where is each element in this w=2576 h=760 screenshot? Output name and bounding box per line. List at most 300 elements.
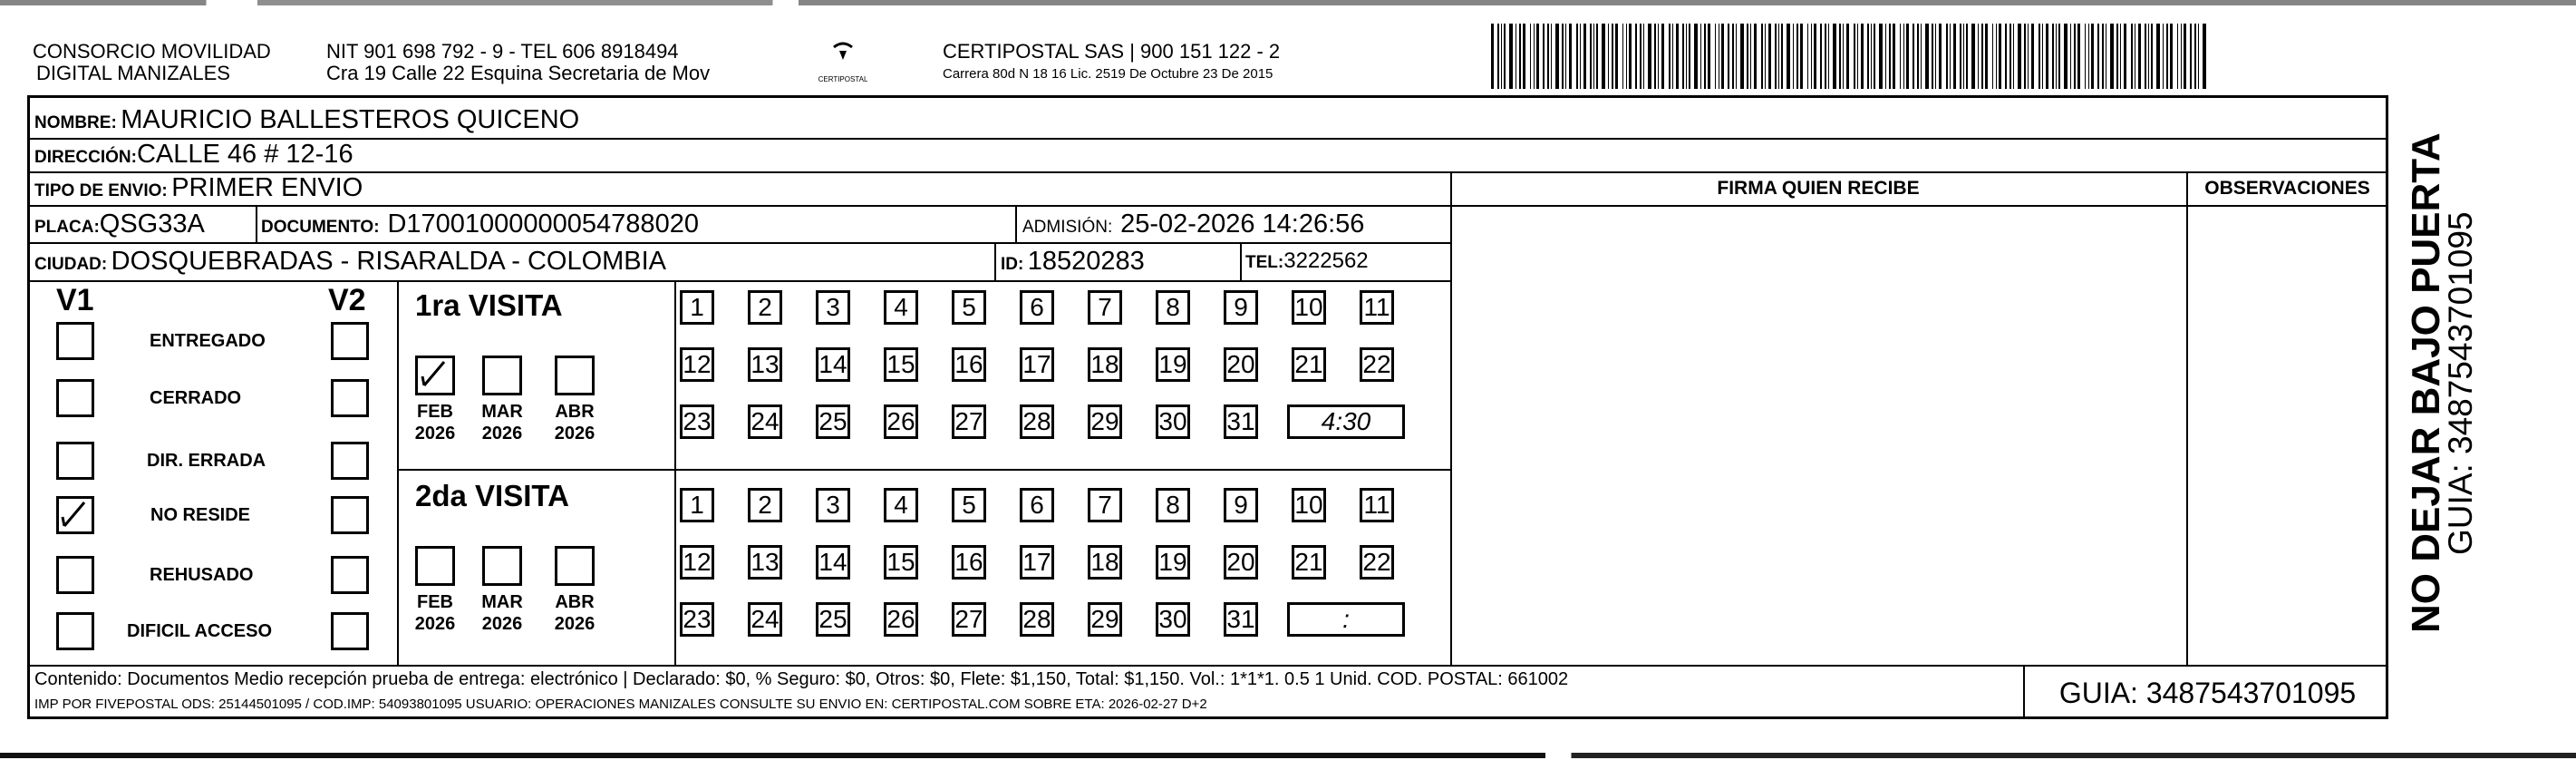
barcode-bar <box>1555 24 1559 89</box>
barcode-bar <box>1583 24 1586 89</box>
day-box[interactable]: 19 <box>1156 347 1190 382</box>
barcode-bar <box>1889 24 1891 89</box>
barcode-bar <box>1981 24 1983 89</box>
barcode-bar <box>1761 24 1763 89</box>
barcode-bar <box>2116 24 2118 89</box>
barcode-bar <box>1874 24 1875 89</box>
day-box[interactable]: 9 <box>1224 290 1258 325</box>
month-name: FEB <box>417 402 453 422</box>
barcode-bar <box>2070 24 2071 89</box>
carrier-address: Carrera 80d N 18 16 Lic. 2519 De Octubre 23 De 2015 <box>943 66 1273 82</box>
barcode-bar <box>1658 24 1659 89</box>
barcode-bar <box>1754 24 1757 89</box>
day-box[interactable]: 11 <box>1360 488 1394 522</box>
barcode-bar <box>2005 24 2007 89</box>
barcode-bar <box>1985 24 1988 89</box>
barcode-bar <box>1765 24 1766 89</box>
side-guia: GUIA: 3487543701095 <box>2442 211 2479 555</box>
month-year: 2026 <box>481 614 523 634</box>
v1-checkbox[interactable] <box>56 379 94 417</box>
v2-checkbox[interactable] <box>331 322 369 360</box>
day-box[interactable]: 14 <box>816 347 850 382</box>
barcode-bar <box>2194 24 2196 89</box>
barcode-bar <box>1768 24 1771 89</box>
barcode-bar <box>1740 24 1744 89</box>
barcode-bar <box>2203 24 2206 89</box>
barcode-bar <box>1686 24 1687 89</box>
day-box[interactable]: 7 <box>1088 488 1122 522</box>
month-checkbox[interactable] <box>415 356 455 395</box>
barcode-bar <box>1732 24 1734 89</box>
month-name: ABR <box>555 402 595 422</box>
barcode-bar <box>1811 24 1812 89</box>
barcode-bar <box>2097 24 2099 89</box>
day-box[interactable]: 6 <box>1020 290 1054 325</box>
barcode-bar <box>1950 24 1951 89</box>
company-nit: NIT 901 698 792 - 9 - TEL 606 8918494 <box>326 40 679 63</box>
barcode-bar <box>1689 24 1690 89</box>
status-label: ENTREGADO <box>150 331 266 351</box>
barcode-bar <box>2013 24 2014 89</box>
barcode-bar <box>1857 24 1858 89</box>
day-box[interactable]: 17 <box>1020 545 1054 580</box>
barcode-bar <box>1672 24 1673 89</box>
barcode-bar <box>1519 24 1521 89</box>
barcode-bar <box>1833 24 1836 89</box>
barcode-bar <box>1543 24 1545 89</box>
barcode-bar <box>1700 24 1701 89</box>
barcode-bar <box>1629 24 1632 89</box>
barcode-bar <box>2031 24 2034 89</box>
month-checkbox[interactable] <box>482 356 522 395</box>
month-year: 2026 <box>554 614 596 634</box>
v2-checkbox[interactable] <box>331 556 369 594</box>
day-box[interactable]: 22 <box>1360 545 1394 580</box>
day-box[interactable]: 24 <box>748 404 782 439</box>
observaciones-header: OBSERVACIONES <box>2204 178 2370 199</box>
status-label: CERRADO <box>150 388 242 408</box>
barcode-bar <box>2009 24 2011 89</box>
month-year: 2026 <box>414 424 456 443</box>
bottom-edge <box>0 753 2576 758</box>
barcode-bar <box>1491 24 1494 89</box>
barcode-bar <box>1721 24 1724 89</box>
day-box[interactable]: 15 <box>884 545 918 580</box>
barcode-bar <box>1615 24 1618 89</box>
tel-value: 3222562 <box>1283 248 1369 273</box>
barcode-bar <box>2091 24 2094 89</box>
barcode-bar <box>1778 24 1779 89</box>
barcode-bar <box>1828 24 1829 89</box>
day-box[interactable]: 14 <box>816 545 850 580</box>
barcode-bar <box>1682 24 1684 89</box>
barcode-bar <box>2088 24 2089 89</box>
check-mark-icon <box>419 358 451 391</box>
ciudad-value: DOSQUEBRADAS - RISARALDA - COLOMBIA <box>111 247 667 276</box>
day-box[interactable]: 27 <box>952 602 986 637</box>
month-name: MAR <box>481 402 523 422</box>
top-edge <box>0 0 2576 5</box>
barcode-bar <box>2077 24 2080 89</box>
barcode-bar <box>2046 24 2048 89</box>
footer-guia: GUIA: 3487543701095 <box>2058 677 2357 709</box>
barcode-bar <box>2056 24 2057 89</box>
barcode-bar <box>1861 24 1864 89</box>
barcode-bar <box>1960 24 1961 89</box>
barcode-bar <box>1917 24 1919 89</box>
day-box[interactable]: 3 <box>816 488 850 522</box>
visit1-title: 1ra VISITA <box>415 288 563 322</box>
day-box[interactable]: 29 <box>1088 602 1122 637</box>
id-value: 18520283 <box>1027 247 1145 276</box>
no-dejar-bajo-puerta: NO DEJAR BAJO PUERTA <box>2404 132 2448 633</box>
day-box[interactable]: 24 <box>748 602 782 637</box>
barcode-bar <box>1608 24 1609 89</box>
barcode-bar <box>2170 24 2173 89</box>
barcode-bar <box>1534 24 1535 89</box>
barcode-bar <box>2058 24 2060 89</box>
day-box[interactable]: 18 <box>1088 347 1122 382</box>
barcode-bar <box>1966 24 1968 89</box>
barcode-bar <box>1913 24 1914 89</box>
id-field: ID: 18520283 <box>1001 247 1145 276</box>
barcode-bar <box>1602 24 1605 89</box>
month-year: 2026 <box>414 614 456 634</box>
time-box[interactable]: 4:30 <box>1287 404 1405 439</box>
barcode-bar <box>1999 24 2001 89</box>
direccion-field: DIRECCIÓN:CALLE 46 # 12-16 <box>34 140 353 169</box>
day-box[interactable]: 21 <box>1292 545 1326 580</box>
tipo-envio-value: PRIMER ENVIO <box>171 173 363 202</box>
nombre-field: NOMBRE: MAURICIO BALLESTEROS QUICENO <box>34 105 580 134</box>
month-name: FEB <box>417 592 453 612</box>
admision-field: ADMISIÓN: 25-02-2026 14:26:56 <box>1022 209 1365 239</box>
barcode-bar <box>2052 24 2054 89</box>
barcode-bar <box>1935 24 1936 89</box>
day-box[interactable]: 29 <box>1088 404 1122 439</box>
barcode-bar <box>1963 24 1964 89</box>
barcode-bar <box>1925 24 1929 89</box>
barcode-bar <box>1596 24 1598 89</box>
day-box[interactable]: 1 <box>680 488 714 522</box>
barcode-bar <box>1551 24 1552 89</box>
barcode-bar <box>1635 24 1637 89</box>
day-box[interactable]: 21 <box>1292 347 1326 382</box>
month-name: ABR <box>555 592 595 612</box>
barcode-bar <box>1906 24 1909 89</box>
status-label: NO RESIDE <box>150 505 251 525</box>
barcode-bar <box>1509 24 1513 89</box>
barcode-bar <box>1622 24 1623 89</box>
barcode-bar <box>2074 24 2076 89</box>
barcode-bar <box>1643 24 1644 89</box>
company-name-line1: CONSORCIO MOVILIDAD <box>33 40 271 63</box>
month-label <box>477 591 528 635</box>
month-label <box>549 591 600 635</box>
barcode-bar <box>1978 24 1979 89</box>
day-box[interactable]: 3 <box>816 290 850 325</box>
barcode-bar <box>1661 24 1664 89</box>
barcode-bar <box>1867 24 1869 89</box>
day-box[interactable]: 16 <box>952 347 986 382</box>
day-box[interactable]: 13 <box>748 545 782 580</box>
barcode-bar <box>1523 24 1525 89</box>
barcode-bar <box>1825 24 1826 89</box>
barcode-bar <box>1562 24 1564 89</box>
barcode-bar <box>2085 24 2086 89</box>
barcode-bar <box>1576 24 1578 89</box>
barcode-bar <box>2166 24 2168 89</box>
barcode-bar <box>2039 24 2040 89</box>
certipostal-logo-icon <box>816 40 870 71</box>
barcode-bar <box>1953 24 1956 89</box>
barcode-bar <box>2163 24 2164 89</box>
status-label: DIR. ERRADA <box>147 451 266 471</box>
day-box[interactable]: 31 <box>1224 602 1258 637</box>
barcode-bar <box>1654 24 1656 89</box>
barcode-bar <box>1676 24 1679 89</box>
footer-contenido: Contenido: Documentos Medio recepción prueba de entrega: electrónico | Declarado: $0, % Seguro: $0, Otros: $0, Flete: $1,150, Total: $1,150. Vol.: 1*1*1. 0.5 1 Unid. COD. POSTAL: 661002 <box>34 669 1569 689</box>
barcode-bar <box>1708 24 1710 89</box>
company-address: Cra 19 Calle 22 Esquina Secretaria de Mov <box>326 62 711 84</box>
barcode-bar <box>1946 24 1948 89</box>
day-box[interactable]: 8 <box>1156 290 1190 325</box>
v1-label: V1 <box>56 283 94 317</box>
barcode-bar <box>1781 24 1783 89</box>
barcode-bar <box>1694 24 1698 89</box>
barcode-bar <box>1885 24 1886 89</box>
v1-checkbox[interactable] <box>56 556 94 594</box>
barcode-bar <box>2018 24 2021 89</box>
day-box[interactable]: 4 <box>884 488 918 522</box>
month-year: 2026 <box>554 424 596 443</box>
barcode-bar <box>2131 24 2133 89</box>
barcode-bar <box>1590 24 1592 89</box>
footer-imp: IMP POR FIVEPOSTAL ODS: 25144501095 / COD.IMP: 54093801095 USUARIO: OPERACIONES MANIZALES CONSULTE SU ENVIO EN: CERTIPOSTAL.COM SOBRE ETA: 2026-02-27 D+2 <box>34 697 1207 712</box>
barcode-bar <box>1807 24 1808 89</box>
barcode-bar <box>2177 24 2178 89</box>
barcode-bar <box>2156 24 2160 89</box>
barcode-bar <box>1814 24 1816 89</box>
day-box[interactable]: 23 <box>680 404 714 439</box>
barcode-bar <box>1921 24 1922 89</box>
documento-value: D17001000000054788020 <box>387 209 699 239</box>
barcode-bar <box>1775 24 1777 89</box>
barcode-bar <box>2151 24 2153 89</box>
barcode-bar <box>1669 24 1671 89</box>
barcode-bar <box>1497 24 1499 89</box>
barcode-bar <box>2148 24 2149 89</box>
barcode-bar <box>2064 24 2068 89</box>
barcode-bar <box>1839 24 1841 89</box>
day-box[interactable]: 26 <box>884 602 918 637</box>
barcode-bar <box>1593 24 1594 89</box>
nombre-value: MAURICIO BALLESTEROS QUICENO <box>121 105 580 134</box>
day-box[interactable]: 12 <box>680 545 714 580</box>
day-box[interactable]: 2 <box>748 488 782 522</box>
day-box[interactable]: 5 <box>952 488 986 522</box>
placa-field: PLACA:QSG33A <box>34 209 205 239</box>
barcode-bar <box>1530 24 1531 89</box>
day-box[interactable]: 12 <box>680 347 714 382</box>
barcode-bar <box>1640 24 1641 89</box>
day-box[interactable]: 27 <box>952 404 986 439</box>
v1-checkbox[interactable] <box>56 496 94 534</box>
tipo-envio-field: TIPO DE ENVIO: PRIMER ENVIO <box>34 173 363 202</box>
day-box[interactable]: 13 <box>748 347 782 382</box>
barcode-bar <box>1900 24 1901 89</box>
v1-checkbox[interactable] <box>56 612 94 650</box>
month-checkbox[interactable] <box>555 546 595 586</box>
barcode-bar <box>2102 24 2104 89</box>
barcode-bar <box>2124 24 2126 89</box>
barcode-bar <box>1736 24 1737 89</box>
day-box[interactable]: 9 <box>1224 488 1258 522</box>
day-box[interactable]: 20 <box>1224 347 1258 382</box>
month-label <box>477 401 528 444</box>
month-checkbox[interactable] <box>415 546 455 586</box>
carrier-logo <box>816 40 870 85</box>
barcode-bar <box>1992 24 1993 89</box>
barcode-bar <box>2181 24 2182 89</box>
documento-field: DOCUMENTO: D17001000000054788020 <box>261 209 699 239</box>
v2-label: V2 <box>328 283 366 317</box>
logo-text: CERTIPOSTAL <box>818 75 868 83</box>
month-label <box>410 401 460 444</box>
day-box[interactable]: 4 <box>884 290 918 325</box>
day-box[interactable]: 6 <box>1020 488 1054 522</box>
barcode-bar <box>1648 24 1651 89</box>
barcode-bar <box>1846 24 1849 89</box>
month-year: 2026 <box>481 424 523 443</box>
tel-field: TEL:3222562 <box>1245 248 1369 273</box>
month-label <box>410 591 460 635</box>
day-box[interactable]: 25 <box>816 602 850 637</box>
barcode-bar <box>1793 24 1794 89</box>
barcode-bar <box>1971 24 1975 89</box>
barcode-bar <box>2110 24 2114 89</box>
admision-value: 25-02-2026 14:26:56 <box>1120 209 1365 239</box>
status-label: REHUSADO <box>150 565 254 585</box>
barcode-bar <box>1504 24 1506 89</box>
barcode-bar <box>1569 24 1572 89</box>
company-name-line2: DIGITAL MANIZALES <box>36 62 230 84</box>
carrier-name: CERTIPOSTAL SAS | 900 151 122 - 2 <box>943 40 1281 63</box>
barcode-bar <box>2198 24 2199 89</box>
barcode-bar <box>1996 24 1997 89</box>
firma-header: FIRMA QUIEN RECIBE <box>1717 178 1920 199</box>
day-box[interactable]: 8 <box>1156 488 1190 522</box>
day-box[interactable]: 1 <box>680 290 714 325</box>
v1-checkbox[interactable] <box>56 322 94 360</box>
v2-checkbox[interactable] <box>331 379 369 417</box>
barcode-bar <box>1728 24 1729 89</box>
barcode-bar <box>1871 24 1872 89</box>
barcode-bar <box>1903 24 1904 89</box>
barcode-bar <box>2145 24 2146 89</box>
barcode-bar <box>1843 24 1844 89</box>
day-box[interactable]: 11 <box>1360 290 1394 325</box>
barcode-bar <box>1565 24 1566 89</box>
barcode-bar <box>1820 24 1822 89</box>
v2-checkbox[interactable] <box>331 442 369 480</box>
barcode-bar <box>1854 24 1855 89</box>
barcode-bar <box>1536 24 1539 89</box>
barcode-bar <box>1715 24 1716 89</box>
day-box[interactable]: 10 <box>1292 290 1326 325</box>
barcode-bar <box>1580 24 1581 89</box>
month-name: MAR <box>481 592 523 612</box>
v1-checkbox[interactable] <box>56 442 94 480</box>
day-box[interactable]: 5 <box>952 290 986 325</box>
day-box[interactable]: 30 <box>1156 404 1190 439</box>
barcode-bar <box>1800 24 1803 89</box>
visit2-title: 2da VISITA <box>415 479 569 512</box>
day-box[interactable]: 28 <box>1020 404 1054 439</box>
barcode-bar <box>1704 24 1706 89</box>
day-box[interactable]: 31 <box>1224 404 1258 439</box>
barcode-bar <box>1501 24 1502 89</box>
barcode-bar <box>1787 24 1790 89</box>
day-box[interactable]: 18 <box>1088 545 1122 580</box>
day-box[interactable]: 26 <box>884 404 918 439</box>
day-box[interactable]: 15 <box>884 347 918 382</box>
check-mark-icon <box>59 499 92 531</box>
barcode-bar <box>2138 24 2141 89</box>
day-box[interactable]: 17 <box>1020 347 1054 382</box>
barcode-bar <box>2184 24 2186 89</box>
direccion-value: CALLE 46 # 12-16 <box>136 140 353 169</box>
month-checkbox[interactable] <box>555 356 595 395</box>
barcode-bar <box>2028 24 2029 89</box>
barcode-bar <box>1547 24 1549 89</box>
status-label: DIFICIL ACCESO <box>127 621 273 641</box>
v2-checkbox[interactable] <box>331 496 369 534</box>
barcode-bar <box>1626 24 1627 89</box>
day-box[interactable]: 10 <box>1292 488 1326 522</box>
barcode-bar <box>2120 24 2121 89</box>
day-box[interactable]: 22 <box>1360 347 1394 382</box>
day-box[interactable]: 23 <box>680 602 714 637</box>
placa-value: QSG33A <box>99 209 205 239</box>
day-box[interactable]: 19 <box>1156 545 1190 580</box>
barcode-bar <box>2042 24 2043 89</box>
barcode-bar <box>1747 24 1748 89</box>
day-box[interactable]: 30 <box>1156 602 1190 637</box>
time-box[interactable]: : <box>1287 602 1405 637</box>
day-box[interactable]: 28 <box>1020 602 1054 637</box>
barcode-bar <box>1750 24 1751 89</box>
day-box[interactable]: 16 <box>952 545 986 580</box>
barcode-bar <box>2024 24 2026 89</box>
month-label <box>549 401 600 444</box>
barcode-bar <box>1612 24 1613 89</box>
barcode-bar <box>2190 24 2192 89</box>
barcode-bar <box>1893 24 1895 89</box>
day-box[interactable]: 7 <box>1088 290 1122 325</box>
barcode-bar <box>1939 24 1942 89</box>
day-box[interactable]: 20 <box>1224 545 1258 580</box>
v2-checkbox[interactable] <box>331 612 369 650</box>
barcode-bar <box>1879 24 1883 89</box>
day-box[interactable]: 25 <box>816 404 850 439</box>
day-box[interactable]: 2 <box>748 290 782 325</box>
barcode-bar <box>1932 24 1933 89</box>
ciudad-field: CIUDAD: DOSQUEBRADAS - RISARALDA - COLOMBIA <box>34 247 667 276</box>
month-checkbox[interactable] <box>482 546 522 586</box>
barcode-bar <box>1796 24 1798 89</box>
barcode-icon <box>1491 24 2216 89</box>
